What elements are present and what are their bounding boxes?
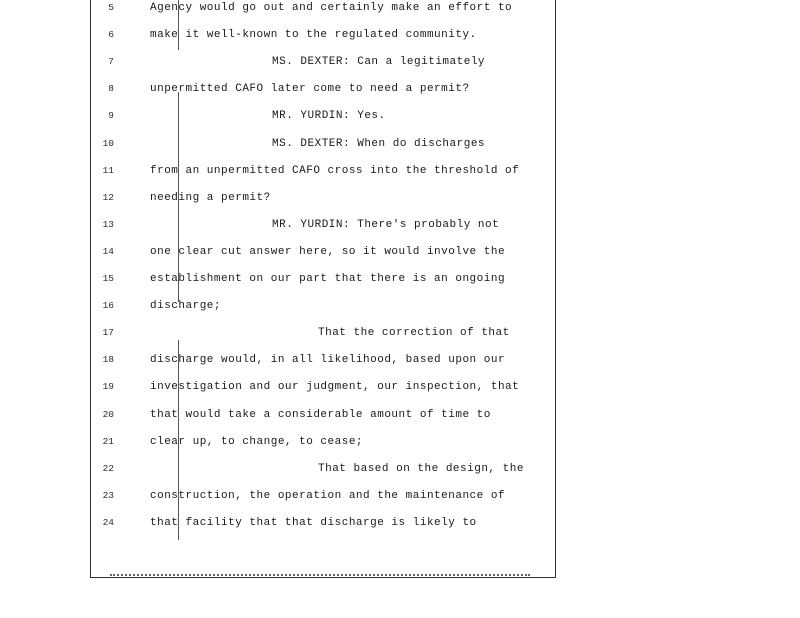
transcript-line (90, 136, 556, 152)
transcript-line (90, 352, 556, 368)
transcript-line (90, 434, 556, 450)
line-text: That based on the design, the (318, 463, 524, 475)
line-text: make it well-known to the regulated community. (150, 29, 477, 41)
transcript-line (90, 488, 556, 504)
line-number: 14 (102, 246, 114, 257)
line-number: 17 (102, 327, 114, 338)
line-text: needing a permit? (150, 192, 271, 204)
line-number: 22 (102, 463, 114, 474)
line-number: 12 (102, 192, 114, 203)
transcript-page (90, 0, 556, 578)
transcript-line (90, 108, 556, 124)
line-number: 7 (108, 56, 114, 67)
line-number: 13 (102, 219, 114, 230)
transcript-line (90, 27, 556, 43)
line-number: 18 (102, 354, 114, 365)
line-text: MR. YURDIN: There's probably not (272, 219, 500, 231)
line-text: from an unpermitted CAFO cross into the threshold of (150, 165, 520, 177)
line-number: 16 (102, 300, 114, 311)
footer-scan-noise (110, 574, 530, 582)
line-text: MS. DEXTER: Can a legitimately (272, 56, 486, 68)
transcript-line (90, 190, 556, 206)
transcript-line (90, 407, 556, 423)
line-text: discharge would, in all likelihood, based upon our (150, 354, 506, 366)
line-number: 5 (108, 2, 114, 13)
line-text: one clear cut answer here, so it would involve the (150, 246, 506, 258)
line-text: establishment on our part that there is an ongoing (150, 273, 506, 285)
transcript-line (90, 163, 556, 179)
transcript-line (90, 461, 556, 477)
line-number: 8 (108, 83, 114, 94)
line-number: 19 (102, 381, 114, 392)
line-text: clear up, to change, to cease; (150, 436, 364, 448)
transcript-line (90, 244, 556, 260)
line-number: 24 (102, 517, 114, 528)
transcript-line (90, 0, 556, 16)
line-number: 20 (102, 409, 114, 420)
line-text: unpermitted CAFO later come to need a permit? (150, 83, 470, 95)
transcript-line (90, 81, 556, 97)
line-number: 23 (102, 490, 114, 501)
line-text: construction, the operation and the maintenance of (150, 490, 506, 502)
transcript-line (90, 379, 556, 395)
line-text: discharge; (150, 300, 222, 312)
line-text: investigation and our judgment, our inspection, that (150, 381, 520, 393)
line-text: MR. YURDIN: Yes. (272, 110, 386, 122)
line-text: that facility that that discharge is likely to (150, 517, 477, 529)
line-number: 6 (108, 29, 114, 40)
transcript-line (90, 271, 556, 287)
line-text: that would take a considerable amount of time to (150, 409, 491, 421)
transcript-line (90, 515, 556, 531)
line-number: 21 (102, 436, 114, 447)
transcript-line (90, 325, 556, 341)
line-number: 11 (102, 165, 114, 176)
transcript-line (90, 54, 556, 70)
line-text: That the correction of that (318, 327, 510, 339)
line-number: 10 (102, 138, 114, 149)
line-number: 9 (108, 110, 114, 121)
transcript-line (90, 217, 556, 233)
line-text: MS. DEXTER: When do discharges (272, 138, 486, 150)
transcript-line (90, 298, 556, 314)
line-text: Agency would go out and certainly make an effort to (150, 2, 513, 14)
line-number: 15 (102, 273, 114, 284)
